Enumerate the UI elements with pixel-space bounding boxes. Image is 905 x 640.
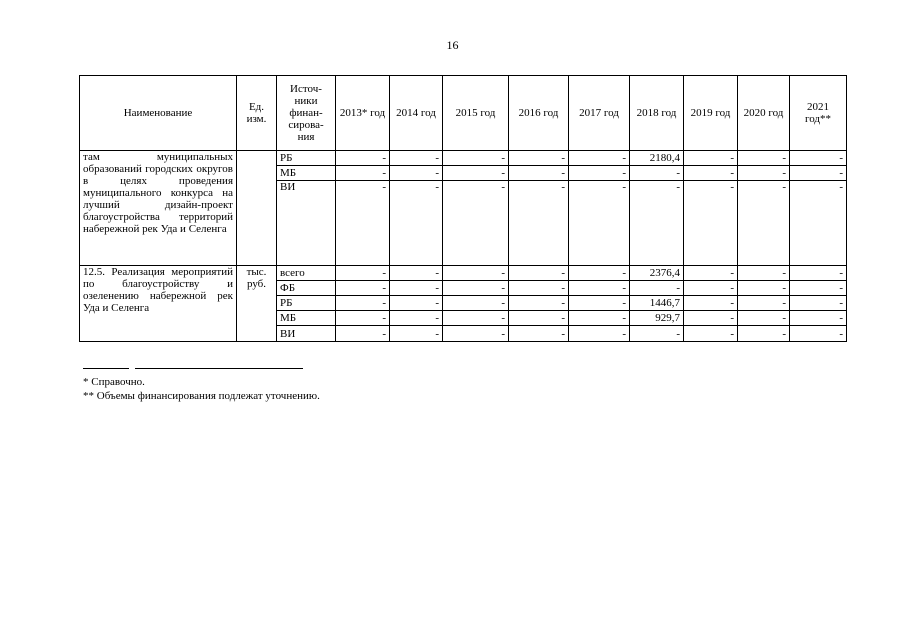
value-cell: -	[443, 296, 509, 311]
value-cell: -	[738, 281, 790, 296]
source-cell: МБ	[277, 311, 336, 326]
value-cell: -	[390, 311, 443, 326]
header-year: 2013* год	[336, 76, 390, 151]
value-cell: -	[684, 281, 738, 296]
footnotes	[83, 368, 320, 403]
value-cell: -	[336, 281, 390, 296]
value-cell: -	[569, 151, 630, 166]
value-cell: -	[509, 266, 569, 281]
value-cell: -	[443, 266, 509, 281]
value-cell: -	[790, 296, 847, 311]
value-cell: -	[569, 281, 630, 296]
value-cell: -	[390, 266, 443, 281]
table-row	[80, 266, 847, 281]
value-cell: -	[684, 166, 738, 181]
value-cell: -	[684, 181, 738, 266]
header-year: 2015 год	[443, 76, 509, 151]
value-cell: 2180,4	[630, 151, 684, 166]
value-cell: -	[336, 326, 390, 342]
value-cell: -	[738, 311, 790, 326]
value-cell: -	[790, 181, 847, 266]
value-cell: 2376,4	[630, 266, 684, 281]
header-source: Источ-ники финан-сирова-ния	[277, 76, 336, 151]
value-cell: -	[443, 166, 509, 181]
value-cell: -	[684, 296, 738, 311]
table-row	[80, 151, 847, 166]
value-cell: -	[336, 151, 390, 166]
value-cell: -	[390, 181, 443, 266]
value-cell: -	[336, 296, 390, 311]
value-cell: -	[509, 296, 569, 311]
source-cell: всего	[277, 266, 336, 281]
footnote: ** Объемы финансирования подлежат уточнению.	[83, 390, 320, 402]
unit-cell	[237, 151, 277, 266]
value-cell: -	[509, 311, 569, 326]
value-cell: -	[569, 266, 630, 281]
item-name-cell: там муниципальных образований городских округов в целях проведения муниципального конкурса на лучший дизайн-проект благоустройства территорий набережной рек Уда и Селенга	[80, 151, 237, 266]
source-cell: МБ	[277, 166, 336, 181]
value-cell: -	[790, 266, 847, 281]
header-name: Наименование	[80, 76, 237, 151]
financing-table	[79, 75, 847, 342]
value-cell: -	[509, 326, 569, 342]
value-cell: -	[509, 181, 569, 266]
value-cell: -	[630, 281, 684, 296]
value-cell: -	[509, 151, 569, 166]
value-cell: -	[790, 326, 847, 342]
value-cell: -	[790, 151, 847, 166]
source-cell: ФБ	[277, 281, 336, 296]
value-cell: -	[443, 326, 509, 342]
value-cell: -	[336, 266, 390, 281]
header-year: 2020 год	[738, 76, 790, 151]
source-cell: ВИ	[277, 181, 336, 266]
value-cell: -	[390, 166, 443, 181]
value-cell: -	[630, 166, 684, 181]
value-cell: -	[738, 151, 790, 166]
value-cell: -	[443, 181, 509, 266]
value-cell: -	[443, 281, 509, 296]
header-year: 2021 год**	[790, 76, 847, 151]
page-number: 16	[446, 38, 459, 52]
value-cell: -	[738, 296, 790, 311]
unit-cell: тыс. руб.	[237, 266, 277, 342]
value-cell: -	[569, 181, 630, 266]
item-name-cell: 12.5. Реализация мероприятий по благоустройству и озеленению набережной рек Уда и Селенга	[80, 266, 237, 342]
header-year: 2019 год	[684, 76, 738, 151]
value-cell: -	[390, 296, 443, 311]
source-cell: ВИ	[277, 326, 336, 342]
value-cell: -	[684, 311, 738, 326]
value-cell: -	[390, 326, 443, 342]
value-cell: -	[684, 326, 738, 342]
header-year: 2016 год	[509, 76, 569, 151]
source-cell: РБ	[277, 151, 336, 166]
value-cell: 929,7	[630, 311, 684, 326]
value-cell: -	[336, 311, 390, 326]
value-cell: -	[509, 166, 569, 181]
value-cell: -	[443, 311, 509, 326]
value-cell: 1446,7	[630, 296, 684, 311]
value-cell: -	[443, 151, 509, 166]
value-cell: -	[790, 166, 847, 181]
header-year: 2017 год	[569, 76, 630, 151]
value-cell: -	[390, 281, 443, 296]
header-year: 2014 год	[390, 76, 443, 151]
value-cell: -	[569, 166, 630, 181]
footnote-separator	[83, 368, 320, 369]
value-cell: -	[630, 181, 684, 266]
value-cell: -	[336, 166, 390, 181]
header-unit: Ед. изм.	[237, 76, 277, 151]
value-cell: -	[569, 311, 630, 326]
value-cell: -	[738, 181, 790, 266]
value-cell: -	[684, 151, 738, 166]
value-cell: -	[790, 311, 847, 326]
header-year: 2018 год	[630, 76, 684, 151]
value-cell: -	[738, 266, 790, 281]
value-cell: -	[390, 151, 443, 166]
value-cell: -	[738, 326, 790, 342]
value-cell: -	[509, 281, 569, 296]
value-cell: -	[336, 181, 390, 266]
value-cell: -	[569, 296, 630, 311]
value-cell: -	[569, 326, 630, 342]
source-cell: РБ	[277, 296, 336, 311]
value-cell: -	[790, 281, 847, 296]
header-row	[80, 76, 847, 151]
value-cell: -	[684, 266, 738, 281]
footnote: * Справочно.	[83, 376, 145, 388]
value-cell: -	[630, 326, 684, 342]
value-cell: -	[738, 166, 790, 181]
